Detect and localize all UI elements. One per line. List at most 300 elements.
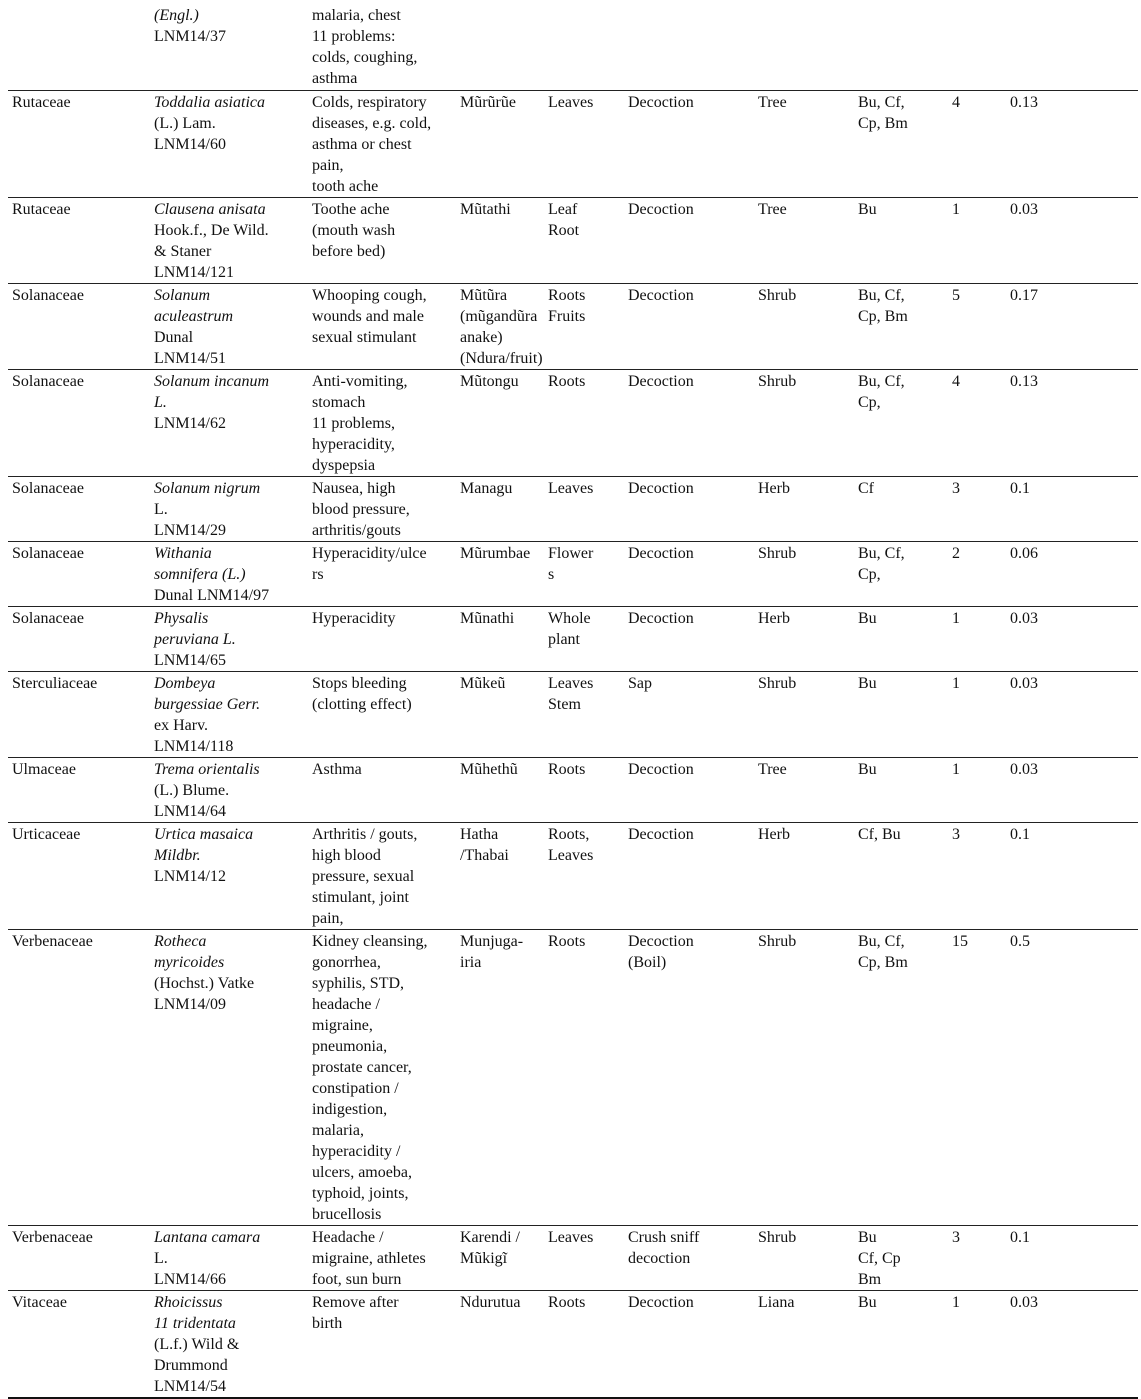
species-cell bbox=[150, 929, 308, 1225]
part-used-line: Flower bbox=[548, 544, 594, 562]
sites-line: Bu, Cf, bbox=[858, 544, 905, 562]
preparation-line: Decoction bbox=[628, 479, 694, 497]
family-value: Solanaceae bbox=[12, 286, 84, 304]
uses-cell bbox=[308, 606, 456, 671]
local-name-cell bbox=[456, 283, 544, 369]
sites-line: Bm bbox=[858, 1270, 882, 1288]
local-name-cell bbox=[456, 369, 544, 476]
uses-line: brucellosis bbox=[312, 1205, 382, 1223]
family-value: Ulmaceae bbox=[12, 760, 76, 778]
habit-value: Herb bbox=[758, 479, 790, 497]
sites-line: Bu bbox=[858, 674, 877, 692]
family-value: Rutaceae bbox=[12, 200, 71, 218]
uses-line: headache / bbox=[312, 995, 380, 1013]
species-line: Physalis bbox=[154, 609, 209, 627]
preparation-cell bbox=[624, 822, 754, 929]
sites-line: Cp, Bm bbox=[858, 307, 908, 325]
count-cell bbox=[948, 476, 1006, 541]
part-used-cell bbox=[544, 90, 624, 197]
habit-cell bbox=[754, 929, 854, 1225]
species-line: Clausena anisata bbox=[154, 200, 266, 218]
preparation-line: Decoction bbox=[628, 200, 694, 218]
local-name-cell bbox=[456, 1290, 544, 1398]
species-line: peruviana L. bbox=[154, 630, 236, 648]
ric-value: 0.5 bbox=[1010, 932, 1030, 950]
local-name-cell bbox=[456, 541, 544, 606]
ric-value: 0.13 bbox=[1010, 372, 1038, 390]
part-used-cell bbox=[544, 197, 624, 283]
table-row bbox=[8, 541, 1138, 606]
local-name-line: /Thabai bbox=[460, 846, 509, 864]
species-line: Urtica masaica bbox=[154, 825, 254, 843]
family-value: Rutaceae bbox=[12, 93, 71, 111]
species-line: LNM14/66 bbox=[154, 1270, 226, 1288]
preparation-line: Crush sniff bbox=[628, 1228, 700, 1246]
uses-line: Nausea, high bbox=[312, 479, 396, 497]
species-cell bbox=[150, 369, 308, 476]
species-cell bbox=[150, 1290, 308, 1398]
habit-cell bbox=[754, 369, 854, 476]
family-cell bbox=[8, 757, 150, 822]
sites-line: Bu bbox=[858, 609, 877, 627]
family-cell bbox=[8, 929, 150, 1225]
species-line: Drummond bbox=[154, 1356, 228, 1374]
sites-cell bbox=[854, 1225, 948, 1290]
table-row bbox=[8, 822, 1138, 929]
ric-cell bbox=[1006, 822, 1138, 929]
species-line: Toddalia asiatica bbox=[154, 93, 265, 111]
family-cell bbox=[8, 822, 150, 929]
part-used-cell bbox=[544, 822, 624, 929]
species-line: Trema orientalis bbox=[154, 760, 260, 778]
uses-line: rs bbox=[312, 565, 324, 583]
species-line: LNM14/37 bbox=[154, 28, 226, 45]
species-line: LNM14/09 bbox=[154, 995, 226, 1013]
preparation-line: Decoction bbox=[628, 286, 694, 304]
preparation-cell bbox=[624, 369, 754, 476]
preparation-cell bbox=[624, 606, 754, 671]
local-name-line: (mũgandũra bbox=[460, 307, 538, 325]
habit-value: Shrub bbox=[758, 932, 797, 950]
habit-value: Shrub bbox=[758, 674, 797, 692]
species-line: (L.f.) Wild & bbox=[154, 1335, 240, 1353]
family-value: Verbenaceae bbox=[12, 1228, 93, 1246]
part-used-line: Roots, bbox=[548, 825, 590, 843]
habit-value: Shrub bbox=[758, 372, 797, 390]
count-cell bbox=[948, 822, 1006, 929]
ric-cell bbox=[1006, 4, 1138, 90]
sites-line: Bu, Cf, bbox=[858, 932, 905, 950]
uses-line: wounds and male bbox=[312, 307, 424, 325]
ric-value: 0.03 bbox=[1010, 1293, 1038, 1311]
species-line: (L.) Lam. bbox=[154, 114, 216, 132]
uses-line: hyperacidity, bbox=[312, 435, 395, 453]
part-used-line: Leaves bbox=[548, 479, 594, 497]
family-cell bbox=[8, 283, 150, 369]
uses-line: foot, sun burn bbox=[312, 1270, 402, 1288]
uses-cell bbox=[308, 283, 456, 369]
species-line: LNM14/29 bbox=[154, 521, 226, 539]
habit-cell bbox=[754, 476, 854, 541]
sites-cell bbox=[854, 606, 948, 671]
uses-line: high blood bbox=[312, 846, 381, 864]
uses-line: before bed) bbox=[312, 242, 386, 260]
uses-line: blood pressure, bbox=[312, 500, 410, 518]
preparation-line: (Boil) bbox=[628, 953, 667, 971]
species-line: LNM14/51 bbox=[154, 349, 226, 367]
count-cell bbox=[948, 369, 1006, 476]
family-cell bbox=[8, 4, 150, 90]
sites-cell bbox=[854, 369, 948, 476]
uses-cell bbox=[308, 1290, 456, 1398]
sites-line: Bu bbox=[858, 760, 877, 778]
local-name-cell bbox=[456, 4, 544, 90]
ric-cell bbox=[1006, 476, 1138, 541]
part-used-line: Leaves bbox=[548, 1228, 594, 1246]
species-line: 11 tridentata bbox=[154, 1314, 236, 1332]
family-cell bbox=[8, 671, 150, 757]
species-line: LNM14/12 bbox=[154, 867, 226, 885]
uses-line: 11 problems, bbox=[312, 414, 395, 432]
preparation-cell bbox=[624, 757, 754, 822]
local-name-line: Ndurutua bbox=[460, 1293, 521, 1311]
preparation-cell bbox=[624, 1290, 754, 1398]
uses-line: asthma or chest bbox=[312, 135, 412, 153]
species-line: Dunal LNM14/97 bbox=[154, 586, 270, 604]
habit-value: Herb bbox=[758, 609, 790, 627]
part-used-line: Fruits bbox=[548, 307, 586, 325]
uses-cell bbox=[308, 476, 456, 541]
uses-line: Colds, respiratory bbox=[312, 93, 427, 111]
uses-line: Hyperacidity/ulce bbox=[312, 544, 427, 562]
habit-cell bbox=[754, 1225, 854, 1290]
preparation-line: Decoction bbox=[628, 1293, 694, 1311]
uses-cell bbox=[308, 929, 456, 1225]
part-used-line: plant bbox=[548, 630, 580, 648]
table-row bbox=[8, 1290, 1138, 1398]
uses-cell bbox=[308, 757, 456, 822]
ric-cell bbox=[1006, 90, 1138, 197]
species-line: Mildbr. bbox=[154, 846, 201, 864]
count-value: 1 bbox=[952, 200, 960, 218]
ric-value: 0.03 bbox=[1010, 200, 1038, 218]
uses-line: prostate cancer, bbox=[312, 1058, 412, 1076]
uses-line: Anti-vomiting, bbox=[312, 372, 408, 390]
sites-cell bbox=[854, 476, 948, 541]
part-used-line: Leaf bbox=[548, 200, 578, 218]
count-value: 4 bbox=[952, 93, 960, 111]
habit-value: Herb bbox=[758, 825, 790, 843]
species-line: burgessiae Gerr. bbox=[154, 695, 261, 713]
local-name-cell bbox=[456, 1225, 544, 1290]
uses-line: pressure, sexual bbox=[312, 867, 415, 885]
uses-line: sexual stimulant bbox=[312, 328, 417, 346]
local-name-cell bbox=[456, 476, 544, 541]
table-row bbox=[8, 606, 1138, 671]
count-cell bbox=[948, 757, 1006, 822]
sites-line: Cp, Bm bbox=[858, 953, 908, 971]
species-line: ex Harv. bbox=[154, 716, 209, 734]
count-cell bbox=[948, 4, 1006, 90]
ric-cell bbox=[1006, 606, 1138, 671]
uses-line: stomach bbox=[312, 393, 366, 411]
species-cell bbox=[150, 1225, 308, 1290]
uses-line: arthritis/gouts bbox=[312, 521, 401, 539]
ric-cell bbox=[1006, 369, 1138, 476]
uses-line: Toothe ache bbox=[312, 200, 390, 218]
local-name-line: Managu bbox=[460, 479, 513, 497]
species-line: Solanum incanum bbox=[154, 372, 270, 390]
species-line: LNM14/54 bbox=[154, 1377, 226, 1395]
species-line: Lantana camara bbox=[154, 1228, 261, 1246]
species-line: (Engl.) bbox=[154, 7, 199, 24]
preparation-cell bbox=[624, 541, 754, 606]
uses-line: hyperacidity / bbox=[312, 1142, 401, 1160]
uses-line: (clotting effect) bbox=[312, 695, 412, 713]
species-cell bbox=[150, 476, 308, 541]
habit-value: Tree bbox=[758, 760, 787, 778]
table-body bbox=[8, 4, 1138, 1398]
habit-value: Shrub bbox=[758, 1228, 797, 1246]
preparation-cell bbox=[624, 4, 754, 90]
species-line: aculeastrum bbox=[154, 307, 234, 325]
count-value: 1 bbox=[952, 760, 960, 778]
local-name-line: Mũtongu bbox=[460, 372, 519, 390]
species-line: LNM14/60 bbox=[154, 135, 226, 153]
local-name-cell bbox=[456, 90, 544, 197]
sites-cell bbox=[854, 283, 948, 369]
habit-cell bbox=[754, 541, 854, 606]
sites-cell bbox=[854, 90, 948, 197]
uses-line: malaria, chest bbox=[312, 7, 401, 24]
local-name-line: Munjuga- bbox=[460, 932, 524, 950]
species-line: Hook.f., De Wild. bbox=[154, 221, 269, 239]
ric-value: 0.1 bbox=[1010, 479, 1030, 497]
ric-cell bbox=[1006, 541, 1138, 606]
sites-line: Cp, Bm bbox=[858, 114, 908, 132]
sites-line: Cf, Bu bbox=[858, 825, 901, 843]
habit-cell bbox=[754, 1290, 854, 1398]
uses-line: syphilis, STD, bbox=[312, 974, 405, 992]
local-name-cell bbox=[456, 757, 544, 822]
uses-line: pain, bbox=[312, 156, 344, 174]
uses-line: migraine, bbox=[312, 1016, 373, 1034]
count-value: 5 bbox=[952, 286, 960, 304]
family-cell bbox=[8, 1225, 150, 1290]
part-used-line: Whole bbox=[548, 609, 591, 627]
uses-cell bbox=[308, 671, 456, 757]
sites-cell bbox=[854, 671, 948, 757]
count-value: 3 bbox=[952, 479, 960, 497]
uses-line: constipation / bbox=[312, 1079, 399, 1097]
uses-cell bbox=[308, 369, 456, 476]
local-name-line: Mũkigĩ bbox=[460, 1249, 508, 1267]
preparation-line: Sap bbox=[628, 674, 652, 692]
table-row bbox=[8, 369, 1138, 476]
count-value: 3 bbox=[952, 1228, 960, 1246]
count-cell bbox=[948, 671, 1006, 757]
species-line: Dombeya bbox=[154, 674, 216, 692]
table-row bbox=[8, 283, 1138, 369]
uses-cell bbox=[308, 1225, 456, 1290]
ric-cell bbox=[1006, 197, 1138, 283]
uses-line: migraine, athletes bbox=[312, 1249, 426, 1267]
sites-cell bbox=[854, 4, 948, 90]
preparation-line: Decoction bbox=[628, 825, 694, 843]
sites-line: Bu bbox=[858, 1228, 877, 1246]
preparation-line: Decoction bbox=[628, 93, 694, 111]
sites-cell bbox=[854, 1290, 948, 1398]
species-line: LNM14/65 bbox=[154, 651, 226, 669]
ric-value: 0.13 bbox=[1010, 93, 1038, 111]
species-line: Solanum nigrum bbox=[154, 479, 261, 497]
local-name-cell bbox=[456, 822, 544, 929]
ric-value: 0.03 bbox=[1010, 609, 1038, 627]
uses-line: gonorrhea, bbox=[312, 953, 381, 971]
uses-line: birth bbox=[312, 1314, 343, 1332]
part-used-line: Leaves bbox=[548, 93, 594, 111]
table-row bbox=[8, 4, 1138, 90]
species-cell bbox=[150, 822, 308, 929]
part-used-line: Stem bbox=[548, 695, 581, 713]
preparation-cell bbox=[624, 283, 754, 369]
species-line: (Hochst.) Vatke bbox=[154, 974, 255, 992]
part-used-line: Leaves bbox=[548, 846, 594, 864]
sites-line: Bu, Cf, bbox=[858, 93, 905, 111]
sites-line: Bu, Cf, bbox=[858, 286, 905, 304]
ric-cell bbox=[1006, 671, 1138, 757]
local-name-line: Mũrũrũe bbox=[460, 93, 516, 111]
ric-cell bbox=[1006, 283, 1138, 369]
species-line: LNM14/62 bbox=[154, 414, 226, 432]
table-row bbox=[8, 757, 1138, 822]
species-cell bbox=[150, 197, 308, 283]
local-name-cell bbox=[456, 606, 544, 671]
ric-value: 0.03 bbox=[1010, 674, 1038, 692]
species-cell bbox=[150, 283, 308, 369]
local-name-line: (Ndura/fruit) bbox=[460, 349, 543, 367]
part-used-cell bbox=[544, 929, 624, 1225]
count-value: 1 bbox=[952, 1293, 960, 1311]
ric-value: 0.03 bbox=[1010, 760, 1038, 778]
habit-value: Shrub bbox=[758, 544, 797, 562]
species-cell bbox=[150, 90, 308, 197]
ric-cell bbox=[1006, 1225, 1138, 1290]
sites-line: Bu bbox=[858, 200, 877, 218]
habit-value: Tree bbox=[758, 200, 787, 218]
habit-cell bbox=[754, 606, 854, 671]
sites-cell bbox=[854, 822, 948, 929]
count-cell bbox=[948, 1225, 1006, 1290]
local-name-line: Mũkeũ bbox=[460, 674, 506, 692]
habit-cell bbox=[754, 4, 854, 90]
preparation-cell bbox=[624, 929, 754, 1225]
preparation-line: Decoction bbox=[628, 544, 694, 562]
ric-cell bbox=[1006, 1290, 1138, 1398]
uses-line: 11 problems: bbox=[312, 28, 396, 45]
uses-line: Arthritis / gouts, bbox=[312, 825, 418, 843]
uses-line: indigestion, bbox=[312, 1100, 388, 1118]
part-used-line: Roots bbox=[548, 372, 586, 390]
sites-line: Cp, bbox=[858, 393, 881, 411]
part-used-line: Roots bbox=[548, 932, 586, 950]
ric-cell bbox=[1006, 929, 1138, 1225]
species-cell bbox=[150, 757, 308, 822]
uses-line: stimulant, joint bbox=[312, 888, 409, 906]
ric-value: 0.06 bbox=[1010, 544, 1038, 562]
species-line: LNM14/118 bbox=[154, 737, 234, 755]
part-used-cell bbox=[544, 4, 624, 90]
preparation-line: decoction bbox=[628, 1249, 691, 1267]
uses-line: malaria, bbox=[312, 1121, 364, 1139]
uses-line: Remove after bbox=[312, 1293, 399, 1311]
family-cell bbox=[8, 197, 150, 283]
family-value: Sterculiaceae bbox=[12, 674, 98, 692]
local-name-line: anake) bbox=[460, 328, 503, 346]
sites-line: Bu, Cf, bbox=[858, 372, 905, 390]
family-value: Verbenaceae bbox=[12, 932, 93, 950]
habit-cell bbox=[754, 671, 854, 757]
preparation-line: Decoction bbox=[628, 932, 694, 950]
preparation-cell bbox=[624, 1225, 754, 1290]
part-used-cell bbox=[544, 606, 624, 671]
species-line: L. bbox=[154, 393, 167, 411]
count-cell bbox=[948, 1290, 1006, 1398]
sites-cell bbox=[854, 541, 948, 606]
part-used-cell bbox=[544, 757, 624, 822]
ric-value: 0.1 bbox=[1010, 825, 1030, 843]
species-line: Dunal bbox=[154, 328, 194, 346]
uses-line: Asthma bbox=[312, 760, 362, 778]
uses-cell bbox=[308, 197, 456, 283]
uses-line: Kidney cleansing, bbox=[312, 932, 428, 950]
uses-line: typhoid, joints, bbox=[312, 1184, 409, 1202]
uses-cell bbox=[308, 822, 456, 929]
local-name-line: Mũtathi bbox=[460, 200, 511, 218]
part-used-cell bbox=[544, 541, 624, 606]
species-line: Rhoicissus bbox=[154, 1293, 223, 1311]
uses-line: pneumonia, bbox=[312, 1037, 388, 1055]
preparation-line: Decoction bbox=[628, 609, 694, 627]
sites-cell bbox=[854, 929, 948, 1225]
count-cell bbox=[948, 283, 1006, 369]
local-name-line: Mũrumbae bbox=[460, 544, 531, 562]
preparation-cell bbox=[624, 197, 754, 283]
family-value: Solanaceae bbox=[12, 544, 84, 562]
preparation-cell bbox=[624, 671, 754, 757]
habit-value: Liana bbox=[758, 1293, 795, 1311]
species-line: & Staner bbox=[154, 242, 212, 260]
species-line: L. bbox=[154, 500, 168, 518]
species-cell bbox=[150, 541, 308, 606]
part-used-line: Roots bbox=[548, 1293, 586, 1311]
count-cell bbox=[948, 90, 1006, 197]
count-value: 3 bbox=[952, 825, 960, 843]
family-value: Vitaceae bbox=[12, 1293, 67, 1311]
local-name-line: Mũtũra bbox=[460, 286, 508, 304]
local-name-line: Hatha bbox=[460, 825, 499, 843]
uses-line: asthma bbox=[312, 70, 358, 87]
habit-cell bbox=[754, 90, 854, 197]
local-name-line: Mũhethũ bbox=[460, 760, 518, 778]
ric-value: 0.1 bbox=[1010, 1228, 1030, 1246]
part-used-cell bbox=[544, 671, 624, 757]
uses-cell bbox=[308, 4, 456, 90]
ric-value: 0.17 bbox=[1010, 286, 1038, 304]
uses-line: ulcers, amoeba, bbox=[312, 1163, 412, 1181]
part-used-cell bbox=[544, 283, 624, 369]
family-value: Urticaceae bbox=[12, 825, 81, 843]
